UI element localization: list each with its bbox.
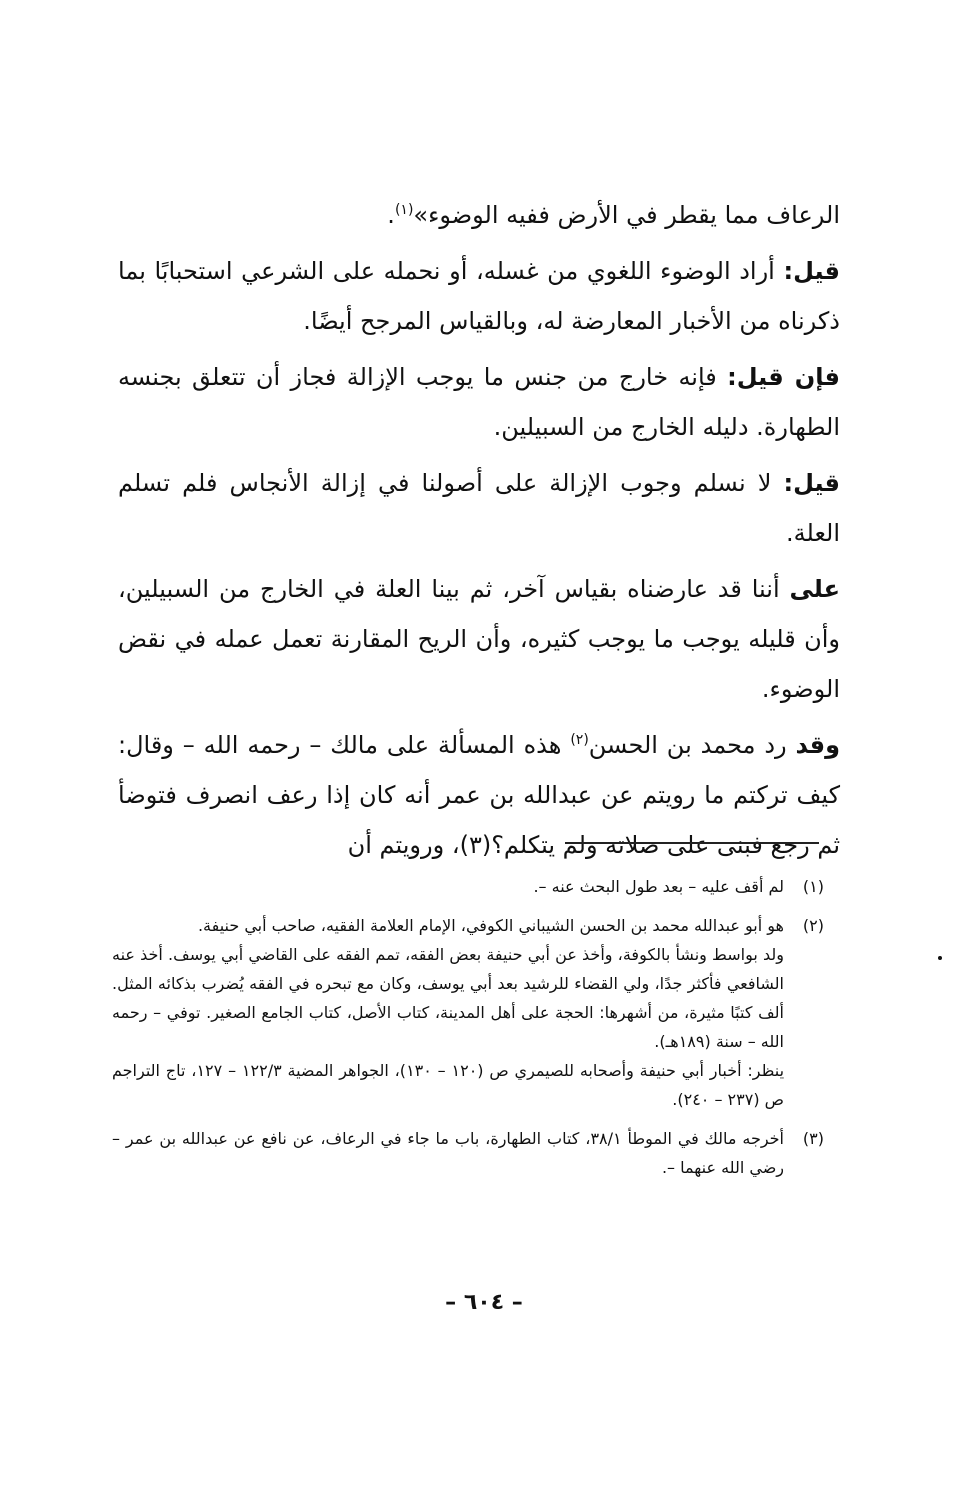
paragraph <box>118 458 840 558</box>
footnote <box>112 872 824 901</box>
paragraph-text: لا نسلم وجوب الإزالة على أصولنا في إزالة الأنجاس فلم تسلم العلة. <box>118 469 840 547</box>
footnote-divider <box>565 842 819 844</box>
footnote-ref[interactable]: (٢) <box>570 732 589 748</box>
footnote-text: هو أبو عبدالله محمد بن الحسن الشيباني الكوفي، الإمام العلامة الفقيه، صاحب أبي حنيفة. <box>197 916 784 935</box>
paragraph-text: هذه المسألة على مالك – رحمه الله – وقال: كيف تركتم ما رويتم عن عبدالله بن عمر أنه كان إذا رعف انصرف فتوضأ ثم رجع فبنى على صلاته ولم يتكلم؟(٣)، ورويتم أن <box>118 731 840 859</box>
footnote-number: (١) <box>802 877 824 896</box>
paragraph <box>118 352 840 452</box>
footnote-number: (٣) <box>802 1129 824 1148</box>
paragraph <box>118 246 840 346</box>
footnote-text: أخرجه مالك في الموطأ ٣٨/١، كتاب الطهارة، باب ما جاء في الرعاف، عن نافع عن عبدالله بن عمر – رضي الله عنهما –. <box>112 1129 784 1177</box>
paragraph-text: أننا قد عارضناه بقياس آخر، ثم بينا العلة في الخارج من السبيلين، وأن قليله يوجب ما يوجب كثيره، وأن الريح المقارنة تعمل عمله في نقض الوضوء. <box>118 575 840 703</box>
footnote-text: ينظر: أخبار أبي حنيفة وأصحابه للصيمري ص (١٢٠ – ١٣٠)، الجواهر المضية ١٢٢/٣ – ١٢٧، تاج التراجم ص (٢٣٧ – ٢٤٠). <box>112 1061 785 1109</box>
main-text <box>118 190 840 876</box>
footnote <box>112 1124 824 1182</box>
paragraph-text: رد محمد بن الحسن <box>588 731 796 759</box>
paragraph-lead: فإن قيل: <box>727 363 840 391</box>
paragraph-text: أراد الوضوء اللغوي من غسله، أو نحمله على الشرعي استحبابًا بما ذكرناه من الأخبار المعارضة له، وبالقياس المرجح أيضًا. <box>118 257 840 335</box>
paragraph <box>118 564 840 714</box>
footnotes <box>112 872 824 1192</box>
paragraph <box>118 720 840 870</box>
paragraph-text: الرعاف مما يقطر في الأرض ففيه الوضوء» <box>413 201 840 229</box>
footnote-number: (٢) <box>802 916 824 935</box>
paragraph-lead: وقد <box>795 731 840 759</box>
paragraph-lead: قيل: <box>783 469 840 497</box>
page-number: – ٦٠٤ – <box>445 1290 523 1315</box>
paragraph-lead: على <box>789 575 840 603</box>
paragraph-text: . <box>387 201 395 229</box>
footnote <box>112 911 824 1114</box>
paragraph <box>118 190 840 240</box>
footnote-ref[interactable]: (١) <box>394 202 414 218</box>
paragraph-text: فإنه خارج من جنس ما يوجب الإزالة فجاز أن تتعلق بجنسه الطهارة. دليله الخارج من السبيلين. <box>118 363 840 441</box>
footnote-text: لم أقف عليه – بعد طول البحث عنه –. <box>533 877 784 896</box>
footnote-text: ولد بواسط ونشأ بالكوفة، وأخذ عن أبي حنيفة بعض الفقه، تمم الفقه على القاضي أبي يوسف. أخذ عنه الشافعي فأكثر جدًا، ولي القضاء للرشيد بعد أبي يوسف، وكان مع تبحره في الفقه يُضرب بذكائه المثل. ألف كتبًا مثيرة، من أشهرها: الحجة على أهل المدينة، كتاب الأصل، كتاب الجامع الصغير. توفي – رحمه الله – سنة (١٨٩هـ). <box>112 945 784 1051</box>
margin-mark <box>938 956 942 960</box>
paragraph-lead: قيل: <box>783 257 840 285</box>
